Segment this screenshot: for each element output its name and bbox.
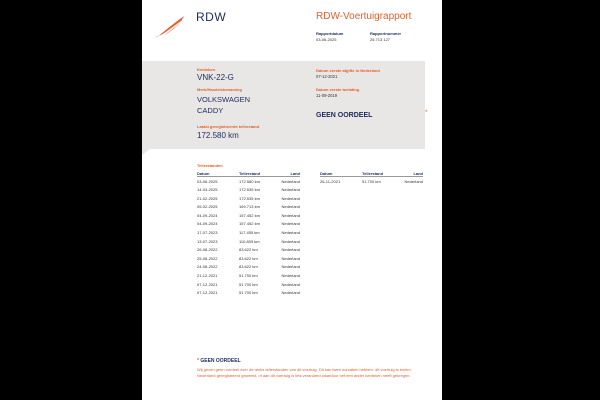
make-label: Merk/Handelsbenaming <box>197 87 242 92</box>
header-land: Land <box>290 170 300 176</box>
row-date: 26-11-2021 <box>320 178 341 184</box>
row-date: 17-07-2023 <box>197 230 218 236</box>
table-row <box>197 177 300 186</box>
row-date: 04-09-2024 <box>197 212 218 218</box>
row-land: Nederland <box>281 247 300 253</box>
row-km: 51.700 km <box>362 178 381 184</box>
first-admission-value: 11-09-2019 <box>316 93 338 98</box>
table-header <box>197 169 300 177</box>
report-number: 26.713.127 <box>370 37 391 42</box>
verdict: GEEN OORDEEL <box>316 112 373 119</box>
row-km: 110.809 km <box>239 238 260 244</box>
row-land: Nederland <box>281 281 300 287</box>
report-date: 03-06-2025 <box>316 37 337 42</box>
header-land: Land <box>413 170 423 176</box>
row-km: 169.713 km <box>239 204 260 210</box>
odometer-table-title: Tellerstanden <box>197 163 223 168</box>
row-land: Nederland <box>281 187 300 193</box>
report-title: RDW-Voertuigrapport <box>316 11 412 22</box>
first-nl-label: Datum eerste afgifte in Nederland <box>316 68 380 73</box>
table-row <box>197 194 300 203</box>
row-land: Nederland <box>281 230 300 236</box>
table-row <box>320 177 423 186</box>
row-land: Nederland <box>281 204 300 210</box>
row-km: 51.700 km <box>239 281 258 287</box>
row-date: 07-12-2021 <box>197 290 218 296</box>
header-km: Tellerstand <box>362 170 384 176</box>
row-land: Nederland <box>281 212 300 218</box>
row-land: Nederland <box>281 178 300 184</box>
first-nl-value: 07-12-2021 <box>316 74 338 79</box>
table-row <box>197 289 300 298</box>
footnote-title-text: GEEN OORDEEL <box>200 358 241 364</box>
table-row <box>197 246 300 255</box>
row-date: 26-08-2022 <box>197 247 218 253</box>
row-date: 05-02-2025 <box>197 204 218 210</box>
row-km: 117.455 km <box>239 230 260 236</box>
table-row <box>197 186 300 195</box>
rdw-logo-icon <box>152 14 186 40</box>
table-row <box>197 263 300 272</box>
row-km: 172.535 km <box>239 187 260 193</box>
row-date: 13-07-2023 <box>197 238 218 244</box>
row-km: 157.452 km <box>239 221 260 227</box>
row-km: 51.700 km <box>239 273 258 279</box>
header-date: Datum <box>320 170 333 176</box>
row-date: 07-12-2021 <box>197 281 218 287</box>
verdict-star: * <box>425 110 428 116</box>
row-km: 51.700 km <box>239 290 258 296</box>
row-km: 83.622 km <box>239 264 258 270</box>
table-row <box>197 229 300 238</box>
row-land: Nederland <box>281 255 300 261</box>
model-value: CADDY <box>197 106 224 115</box>
header-km: Tellerstand <box>239 170 261 176</box>
row-date: 14-03-2025 <box>197 187 218 193</box>
report-number-label: Rapportnummer <box>370 31 402 36</box>
row-date: 24-08-2022 <box>197 264 218 270</box>
row-land: Nederland <box>281 273 300 279</box>
odometer-table-right <box>320 169 423 186</box>
first-admission-label: Datum eerste toelating <box>316 87 360 92</box>
brand-name: RDW <box>196 10 227 24</box>
row-land: Nederland <box>281 290 300 296</box>
row-land: Nederland <box>404 178 423 184</box>
report-date-label: Rapportdatum <box>316 31 344 36</box>
report-page <box>142 0 442 400</box>
last-odometer-label: Laatst geregistreerde tellerstand <box>197 124 260 129</box>
row-date: 03-06-2025 <box>197 178 218 184</box>
row-land: Nederland <box>281 264 300 270</box>
table-row <box>197 237 300 246</box>
last-odometer-value: 172.580 km <box>197 131 239 140</box>
plate-label: Kenteken <box>197 67 216 72</box>
table-row <box>197 272 300 281</box>
table-row <box>197 220 300 229</box>
row-land: Nederland <box>281 221 300 227</box>
row-date: 04-09-2024 <box>197 221 218 227</box>
footnote-title <box>197 358 241 364</box>
row-km: 83.622 km <box>239 247 258 253</box>
row-date: 25-08-2022 <box>197 255 218 261</box>
plate-value: VNK-22-G <box>197 73 234 82</box>
header-date: Datum <box>197 170 210 176</box>
row-km: 157.452 km <box>239 212 260 218</box>
vehicle-info-panel <box>142 61 428 149</box>
odometer-table-left <box>197 169 300 297</box>
row-land: Nederland <box>281 238 300 244</box>
footnote-star: * <box>197 358 199 364</box>
row-date: 21-02-2025 <box>197 195 218 201</box>
table-header <box>320 169 423 177</box>
row-km: 172.580 km <box>239 178 260 184</box>
row-land: Nederland <box>281 195 300 201</box>
table-row <box>197 211 300 220</box>
footnote-text: Wij geven geen oordeel over de reeks tellerstanden van dit voertuig. Dit kan twee oorzaken hebben: dit voertuig is buiten Nederland geregistreerd geweest, of aan dit voertuig is iets veranderd waardoor het een ander kenteken heeft gekregen. <box>197 367 411 378</box>
panel-corner <box>142 149 150 155</box>
make-value: VOLKSWAGEN <box>197 95 251 104</box>
row-km: 83.622 km <box>239 255 258 261</box>
row-date: 21-12-2021 <box>197 273 218 279</box>
table-row <box>197 203 300 212</box>
table-row <box>197 254 300 263</box>
row-km: 172.535 km <box>239 195 260 201</box>
table-row <box>197 280 300 289</box>
